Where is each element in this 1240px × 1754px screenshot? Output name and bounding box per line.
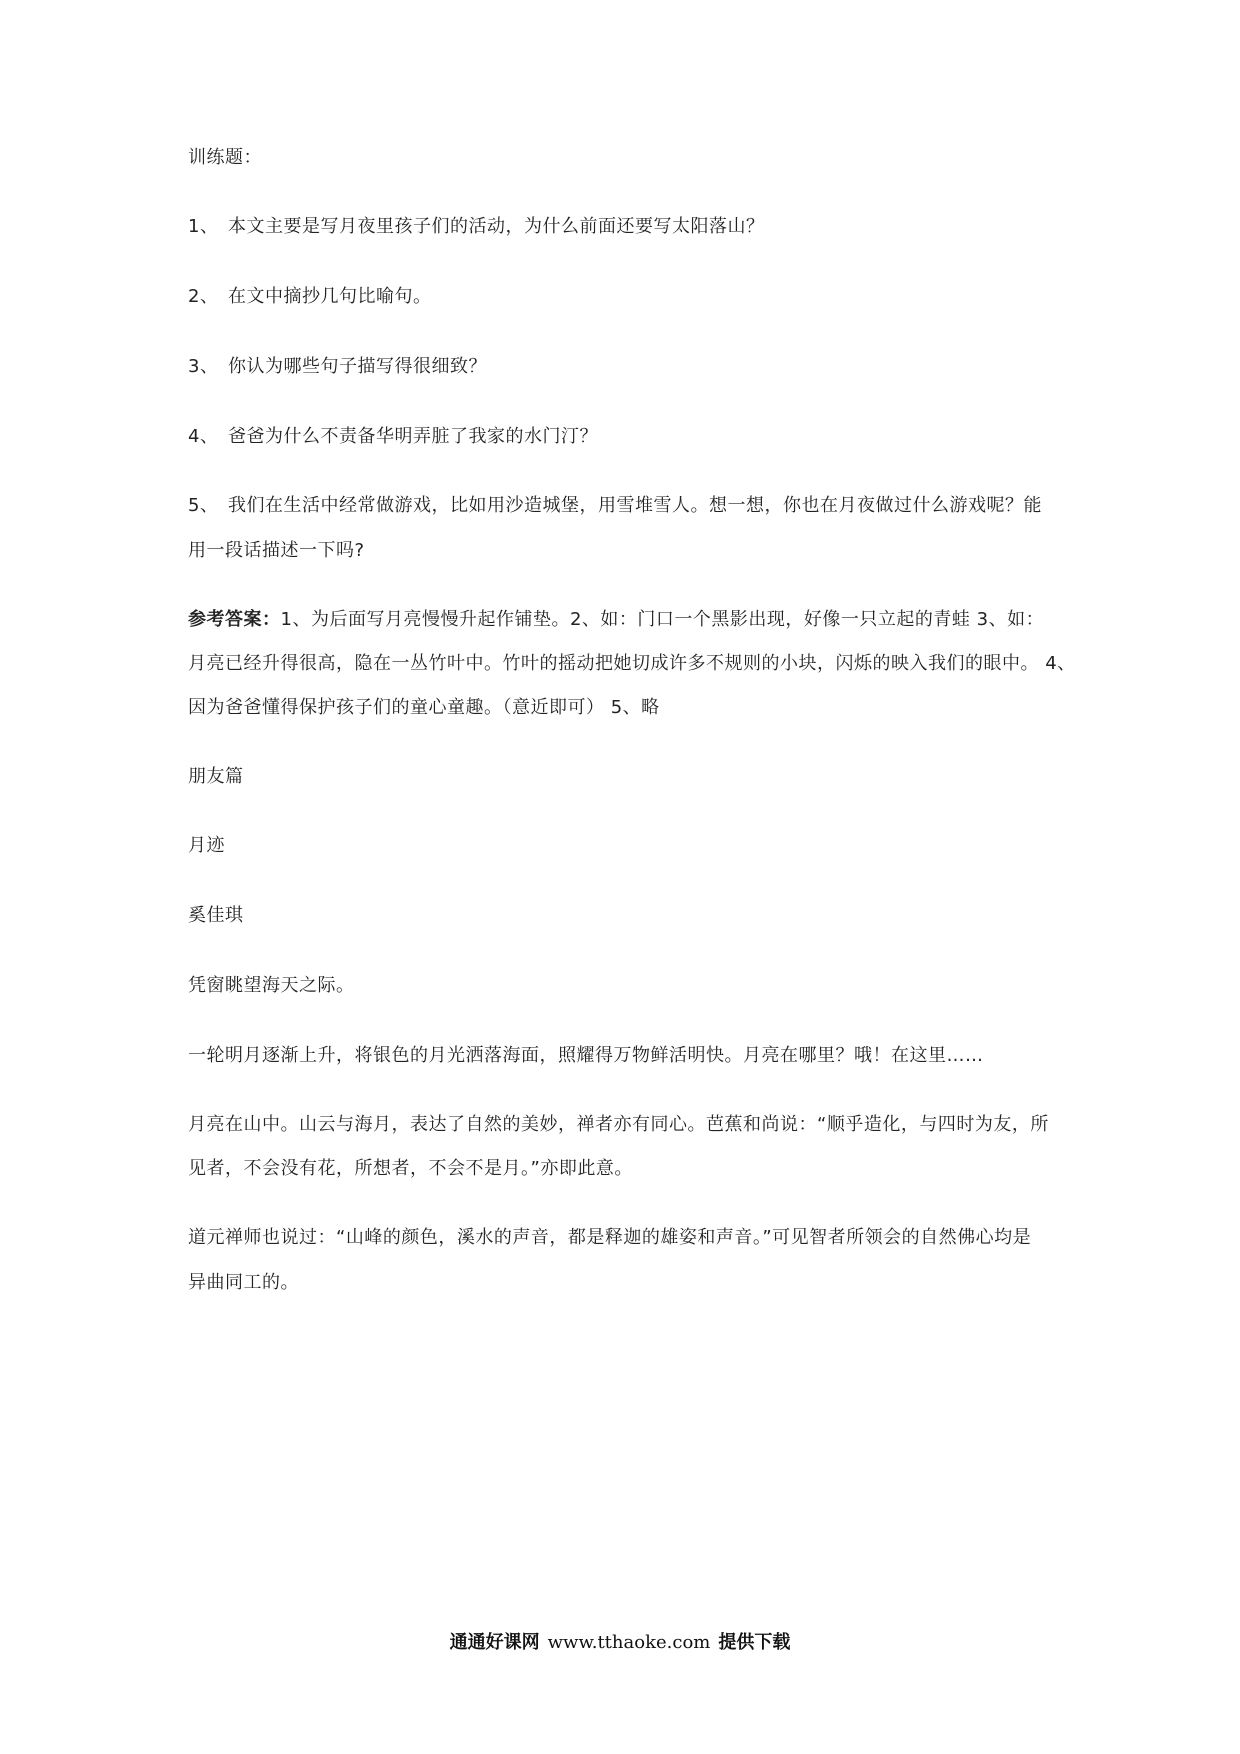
- question-1: [188, 215, 765, 239]
- essay-paragraph-continued: 异曲同工的。: [188, 1272, 299, 1293]
- footer-suffix: 提供下载: [718, 1632, 791, 1653]
- question-5: [188, 494, 1042, 518]
- question-number: 5、: [188, 495, 219, 516]
- answers-line-1: [188, 608, 1044, 632]
- essay-author: 奚佳琪: [188, 905, 244, 926]
- question-text: 我们在生活中经常做游戏，比如用沙造城堡，用雪堆雪人。想一想，你也在月夜做过什么游戏呢？能: [228, 495, 1042, 516]
- question-5-continued: 用一段话描述一下吗?: [188, 540, 365, 561]
- question-number: 3、: [188, 356, 219, 377]
- footer-site-name: 通通好课网: [449, 1632, 540, 1653]
- essay-paragraph: 月亮在山中。山云与海月，表达了自然的美妙，禅者亦有同心。芭蕉和尚说：“顺乎造化，与四时为友，所: [188, 1114, 1049, 1135]
- essay-paragraph-continued: 见者，不会没有花，所想者，不会不是月。”亦即此意。: [188, 1158, 633, 1179]
- question-number: 2、: [188, 286, 219, 307]
- essay-section: 朋友篇: [188, 766, 244, 787]
- answers-text: 1、为后面写月亮慢慢升起作铺垫。2、如：门口一个黑影出现，好像一只立起的青蛙 3、如：: [280, 609, 1045, 630]
- question-text: 本文主要是写月夜里孩子们的活动，为什么前面还要写太阳落山？: [228, 216, 765, 237]
- page-footer: [0, 1628, 1240, 1654]
- essay-paragraph: 道元禅师也说过：“山峰的颜色，溪水的声音，都是释迦的雄姿和声音。”可见智者所领会的自然佛心均是: [188, 1227, 1032, 1248]
- exercise-heading: 训练题：: [188, 147, 262, 168]
- question-2: [188, 285, 432, 309]
- answers-line-3: 因为爸爸懂得保护孩子们的童心童趣。（意近即可） 5、略: [188, 697, 660, 718]
- question-3: [188, 355, 487, 379]
- answers-line-2: 月亮已经升得很高，隐在一丛竹叶中。竹叶的摇动把她切成许多不规则的小块，闪烁的映入我们的眼中。 4、: [188, 653, 1076, 674]
- essay-paragraph: 凭窗眺望海天之际。: [188, 975, 355, 996]
- essay-paragraph: 一轮明月逐渐上升，将银色的月光洒落海面，照耀得万物鲜活明快。月亮在哪里？哦！在这里……: [188, 1045, 984, 1066]
- question-text: 在文中摘抄几句比喻句。: [228, 286, 432, 307]
- answers-label: 参考答案：: [188, 609, 281, 630]
- footer-url[interactable]: www.tthaoke.com: [547, 1632, 711, 1653]
- question-4: [188, 425, 598, 449]
- question-text: 爸爸为什么不责备华明弄脏了我家的水门汀？: [228, 426, 598, 447]
- question-number: 4、: [188, 426, 219, 447]
- question-number: 1、: [188, 216, 219, 237]
- essay-title: 月迹: [188, 835, 225, 856]
- question-text: 你认为哪些句子描写得很细致？: [228, 356, 487, 377]
